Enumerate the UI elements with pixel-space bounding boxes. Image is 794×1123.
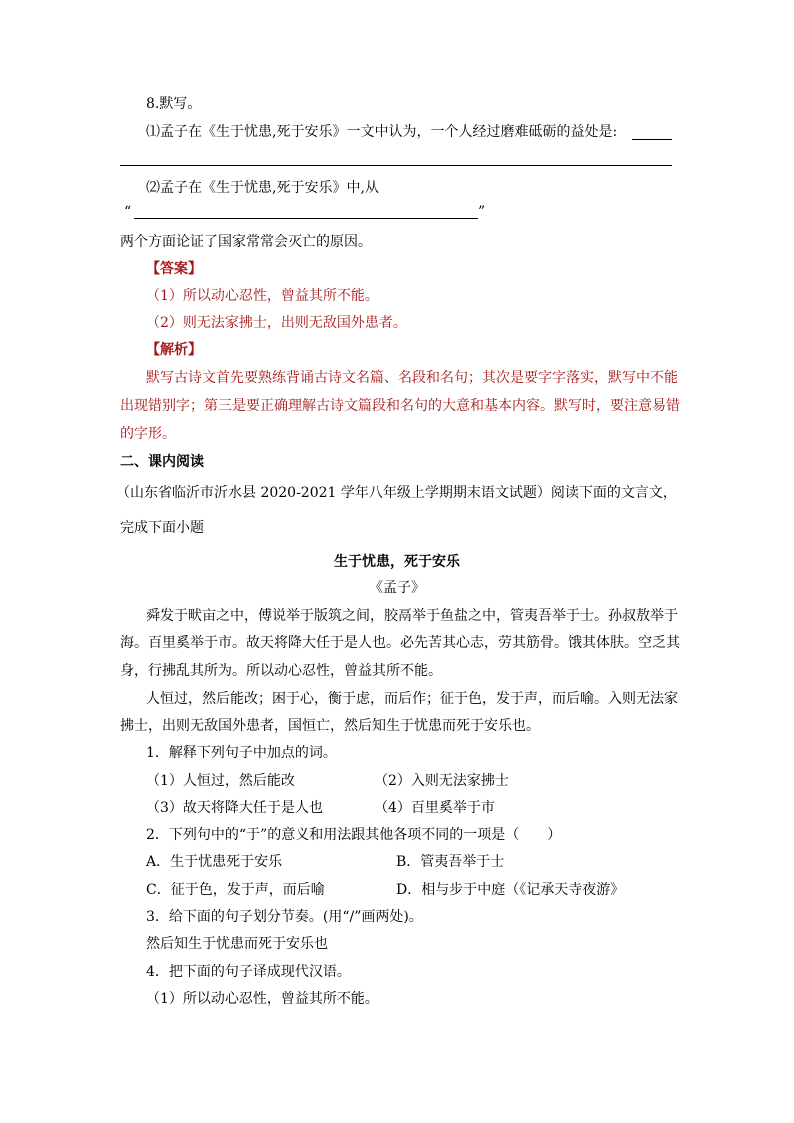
question-4-item-1: （1）所以动心忍性，曾益其所不能。 — [146, 991, 379, 1007]
analysis-label: 【解析】 — [146, 342, 202, 358]
question-2-option-b[interactable]: B．管夷吾举于士 — [396, 854, 505, 870]
question-1: 1．解释下列句子中加点的词。 — [146, 745, 337, 761]
q8-part2-prompt: ⑵孟子在《生于忧患,死于安乐》中,从 — [146, 180, 379, 196]
question-2-option-d[interactable]: D．相与步于中庭（《记承天寺夜游》 — [396, 882, 625, 898]
passage-title: 生于忧患，死于安乐 — [334, 554, 460, 570]
source-line-2: 完成下面小题 — [120, 520, 204, 536]
q8-title: 8.默写。 — [146, 96, 202, 112]
q8-part1-blank-line2[interactable] — [120, 165, 672, 166]
question-2: 2．下列句中的“于”的意义和用法跟其他各项不同的一项是（ ） — [146, 827, 562, 843]
passage-p1-line3: 身，行拂乱其所为。所以动心忍性，曾益其所不能。 — [120, 663, 442, 679]
question-3: 3．给下面的句子划分节奏。(用“/”画两处)。 — [146, 909, 423, 925]
answer-item-1: （1）所以动心忍性，曾益其所不能。 — [146, 288, 379, 304]
analysis-line-3: 的字形。 — [120, 426, 176, 442]
passage-author: 《孟子》 — [369, 580, 425, 596]
question-4: 4．把下面的句子译成现代汉语。 — [146, 964, 351, 980]
question-3-sentence: 然后知生于忧患而死于安乐也 — [146, 936, 328, 952]
answer-item-2: （2）则无法家拂士，出则无敌国外患者。 — [146, 315, 407, 331]
passage-p2-line2: 拂士，出则无敌国外患者，国恒亡，然后知生于忧患而死于安乐也。 — [120, 718, 540, 734]
q8-part1-prompt: ⑴孟子在《生于忧患,死于安乐》一文中认为，一个人经过磨难砥砺的益处是: — [146, 124, 618, 140]
passage-p1-line1: 舜发于畎亩之中，傅说举于版筑之间，胶鬲举于鱼盐之中，管夷吾举于士。孙叔敖举于 — [146, 608, 678, 624]
q8-part2-suffix: 两个方面论证了国家常常会灭亡的原因。 — [120, 234, 372, 250]
question-1-item-c: （3）故天将降大任于是人也 — [146, 800, 323, 816]
question-1-item-d: （4）百里奚举于市 — [374, 800, 495, 816]
question-2-option-a[interactable]: A．生于忧患死于安乐 — [146, 854, 283, 870]
passage-p1-line2: 海。百里奚举于市。故天将降大任于是人也。必先苦其心志，劳其筋骨。饿其体肤。空乏其 — [120, 635, 680, 651]
question-1-item-b: （2）入则无法家拂士 — [374, 773, 509, 789]
answer-label: 【答案】 — [146, 261, 202, 277]
question-1-item-a: （1）人恒过，然后能改 — [146, 773, 295, 789]
q8-close-quote: ” — [478, 204, 486, 220]
section-heading: 二、课内阅读 — [120, 454, 204, 470]
q8-open-quote: “ — [124, 204, 132, 220]
q8-part2-blank[interactable] — [134, 218, 478, 219]
passage-p2-line1: 人恒过，然后能改；困于心，衡于虑，而后作；征于色，发于声，而后喻。入则无法家 — [146, 691, 678, 707]
source-line-1: （山东省临沂市沂水县 2020-2021 学年八年级上学期期末语文试题）阅读下面的文言文， — [116, 485, 677, 501]
q8-part1-blank[interactable] — [632, 139, 672, 140]
analysis-line-1: 默写古诗文首先要熟练背诵古诗文名篇、名段和名句；其次是要字字落实，默写中不能 — [146, 370, 678, 386]
analysis-line-2: 出现错别字；第三是要正确理解古诗文篇段和名句的大意和基本内容。默写时，要注意易错 — [120, 398, 680, 414]
question-2-option-c[interactable]: C．征于色，发于声，而后喻 — [146, 882, 325, 898]
